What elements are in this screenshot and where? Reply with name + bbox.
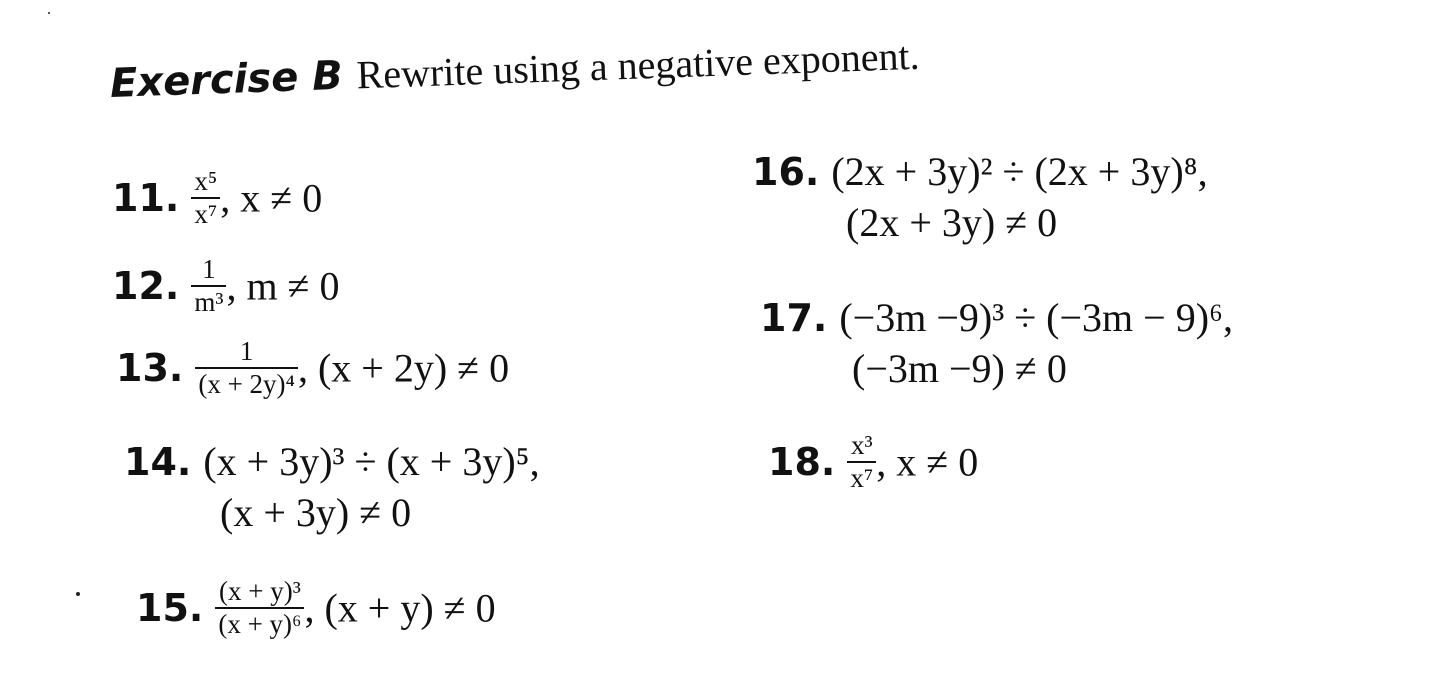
fraction [191,168,220,228]
problem-16 [752,148,1208,246]
problem-11 [112,168,322,228]
scan-speck [48,12,50,14]
fraction [847,432,876,492]
problem-expression: (2x + 3y)² ÷ (2x + 3y)⁸, [831,149,1208,194]
exercise-header [109,32,920,107]
problem-expression [215,578,495,638]
problem-number: 16. [752,149,820,194]
problem-number: 14. [124,439,192,484]
fraction-numerator: x⁵ [191,168,220,199]
fraction-denominator: (x + 2y)⁴ [198,369,295,399]
problem-expression [847,432,978,492]
problem-number: 11. [112,176,180,220]
fraction [215,578,304,638]
condition: , x ≠ 0 [876,439,979,485]
fraction-numerator: (x + y)³ [215,578,304,609]
problem-14 [124,438,540,536]
problem-expression: (x + 3y)³ ÷ (x + 3y)⁵, [203,439,540,484]
fraction-denominator: (x + y)⁶ [218,609,302,639]
problem-12 [112,256,340,316]
scan-speck [76,592,80,596]
fraction-numerator: 1 [195,338,298,369]
problem-expression: (−3m −9)³ ÷ (−3m − 9)⁶, [839,295,1233,340]
problem-condition-line: (−3m −9) ≠ 0 [852,346,1067,391]
problem-17 [760,294,1233,392]
fraction-denominator: x⁷ [850,463,874,493]
fraction-denominator: x⁷ [194,199,218,229]
problem-number: 12. [112,264,180,308]
problem-condition-line: (2x + 3y) ≠ 0 [846,200,1058,245]
problem-13 [116,338,509,398]
problem-18 [768,432,978,492]
problem-number: 13. [116,346,184,390]
fraction-numerator: x³ [847,432,876,463]
problem-number: 18. [768,440,836,484]
condition: , (x + y) ≠ 0 [304,585,496,631]
problem-number: 17. [760,295,828,340]
problem-15 [136,578,496,638]
problem-expression [195,338,509,398]
exercise-instruction: Rewrite using a negative exponent. [355,32,921,98]
condition: , x ≠ 0 [220,175,323,221]
problem-number: 15. [136,586,204,630]
problem-condition-line: (x + 3y) ≠ 0 [220,490,412,535]
fraction-numerator: 1 [191,256,226,287]
fraction-denominator: m³ [194,287,224,317]
problem-expression [191,256,339,316]
condition: , (x + 2y) ≠ 0 [297,345,510,391]
problem-expression [191,168,322,228]
fraction [191,256,226,316]
fraction [195,338,298,398]
exercise-label: Exercise B [109,52,344,107]
condition: , m ≠ 0 [226,263,340,309]
